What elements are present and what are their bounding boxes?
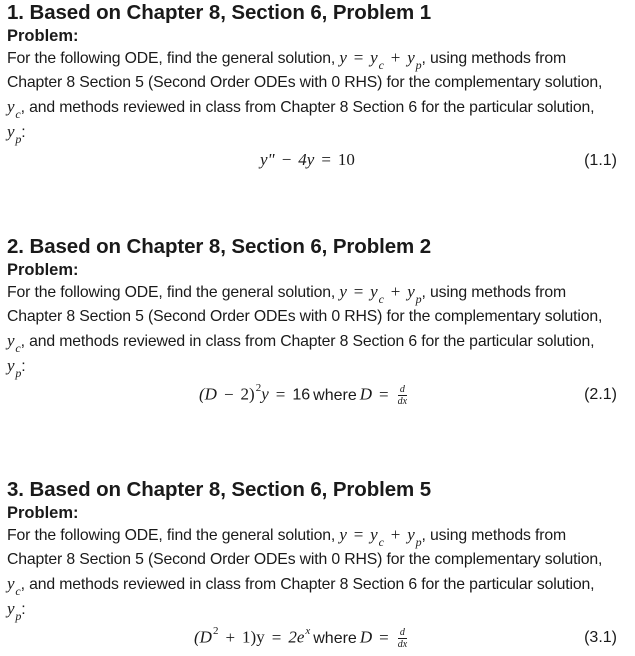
problem-text-line-3: $y_c$, and methods reviewed in class from Chapter 8 Section 6 for the particular solution, [7, 574, 595, 598]
problem-text-line-2: Chapter 8 Section 5 (Second Order ODEs with 0 RHS) for the complementary solution, [7, 308, 603, 325]
problem-text-line-3: $y_c$, and methods reviewed in class from Chapter 8 Section 6 for the particular solution, [7, 331, 595, 355]
problem-text-line-1: For the following ODE, find the general solution, $y = y_c + y_p$, using methods from [7, 282, 566, 306]
equation-1-1 [7, 148, 633, 178]
problem-label: Problem: [7, 27, 79, 45]
equation-expression: $(D - 2)^2y = 16$ where D = $\frac{d}{dx}$ [199, 381, 408, 407]
problem-heading: 3. Based on Chapter 8, Section 6, Problem 5 [7, 478, 432, 501]
derivative-fraction: $\frac{d}{dx}$ [397, 384, 408, 407]
problem-3 [7, 477, 633, 655]
problem-text-line-2: Chapter 8 Section 5 (Second Order ODEs with 0 RHS) for the complementary solution, [7, 551, 603, 568]
problem-text-line-2: Chapter 8 Section 5 (Second Order ODEs with 0 RHS) for the complementary solution, [7, 74, 603, 91]
problem-text-line-3: $y_c$, and methods reviewed in class from Chapter 8 Section 6 for the particular solution, [7, 97, 595, 121]
problem-text-line-4: $y_p$: [7, 356, 26, 380]
problem-heading: 1. Based on Chapter 8, Section 6, Problem 1 [7, 1, 432, 24]
problem-text-line-1: For the following ODE, find the general solution, $y = y_c + y_p$, using methods from [7, 525, 566, 549]
derivative-fraction: $\frac{d}{dx}$ [397, 627, 408, 650]
problem-2 [7, 234, 633, 412]
equation-number: (1.1) [584, 152, 617, 169]
problem-label: Problem: [7, 261, 79, 279]
equation-expression: y" − 4y = 10 [260, 150, 355, 169]
problem-text-line-4: $y_p$: [7, 122, 26, 146]
problem-text-line-1: For the following ODE, find the general solution, $y = y_c + y_p$, using methods from [7, 48, 566, 72]
equation-number: (3.1) [584, 629, 617, 646]
equation-expression: $(D^2 + 1)y = 2e^x$ where D = $\frac{d}{dx}$ [194, 624, 408, 650]
equation-number: (2.1) [584, 386, 617, 403]
problem-label: Problem: [7, 504, 79, 522]
problem-text-line-4: $y_p$: [7, 599, 26, 623]
problem-1 [7, 0, 633, 178]
problem-heading: 2. Based on Chapter 8, Section 6, Problem 2 [7, 235, 432, 258]
equation-2-1 [7, 382, 633, 412]
equation-3-1 [7, 625, 633, 655]
